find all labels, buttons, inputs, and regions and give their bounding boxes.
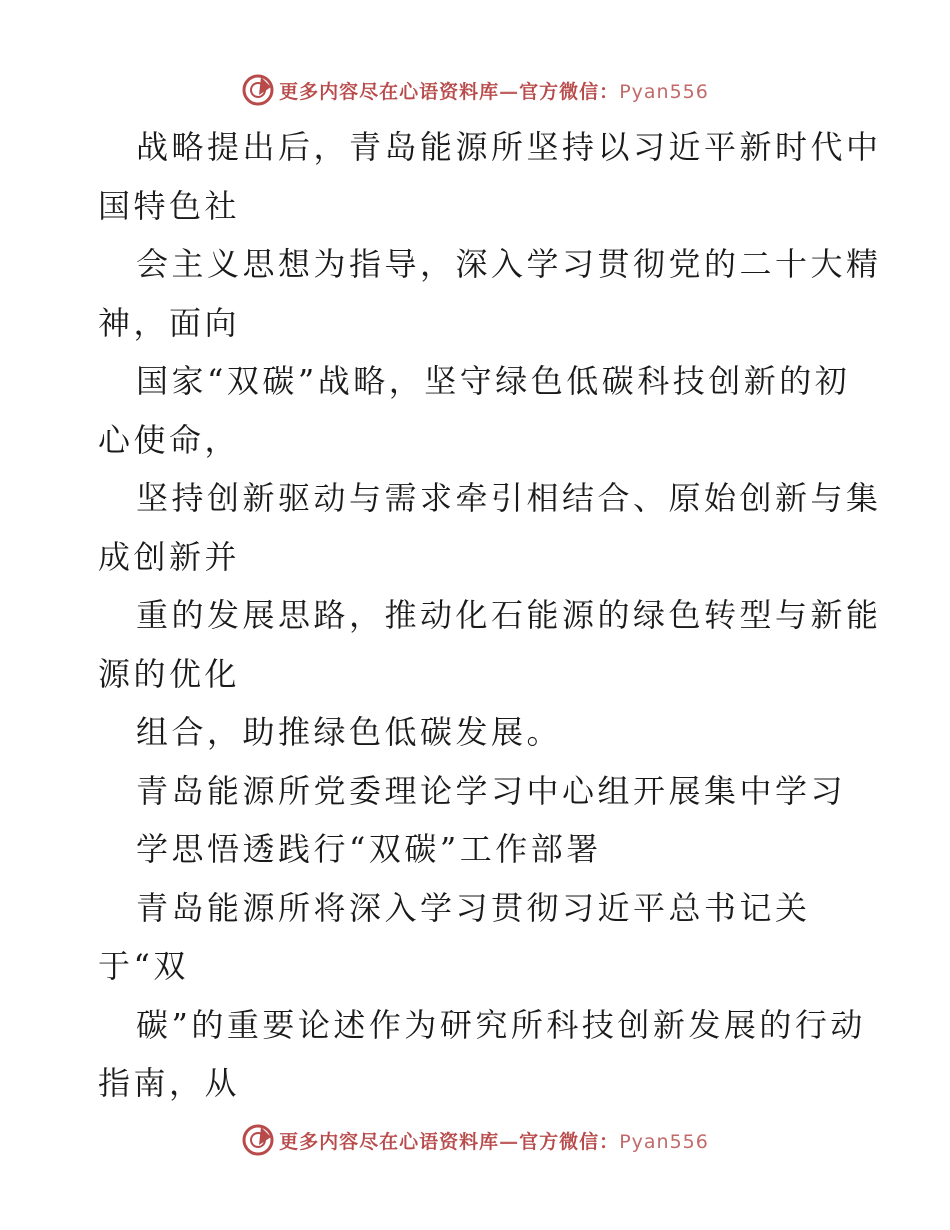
footer-wechat-id: Pyan556 <box>619 1130 709 1153</box>
text-line: 战略提出后，青岛能源所坚持以习近平新时代中 <box>136 128 882 166</box>
text-line: 会主义思想为指导，深入学习贯彻党的二十大精 <box>136 245 882 283</box>
footer-text <box>279 1127 709 1154</box>
header-banner <box>0 70 950 110</box>
text-line: 神，面向 <box>98 303 241 342</box>
logo-icon <box>241 1123 275 1157</box>
text-line: 指南，从 <box>98 1064 241 1102</box>
text-line: 学思悟透践行“双碳”工作部署 <box>136 830 602 868</box>
footer-wechat-label: 官方微信： <box>519 1130 620 1153</box>
text-line: 坚持创新驱动与需求牵引相结合、原始创新与集 <box>136 479 882 517</box>
text-line: 国家“双碳”战略，坚守绿色低碳科技创新的初 <box>136 362 851 400</box>
header-site-name: 更多内容尽在心语资料库 <box>279 80 500 103</box>
footer-site-name: 更多内容尽在心语资料库 <box>279 1130 500 1153</box>
document-body <box>98 118 882 1113</box>
header-wechat-label: 官方微信： <box>519 80 620 103</box>
footer-separator: — <box>499 1130 520 1153</box>
header-separator: — <box>499 80 520 103</box>
text-line: 青岛能源所将深入学习贯彻习近平总书记关 <box>136 888 811 927</box>
text-line: 青岛能源所党委理论学习中心组开展集中学习 <box>136 771 847 810</box>
text-line: 于“双 <box>98 947 189 985</box>
header-text <box>279 77 709 104</box>
text-line: 成创新并 <box>98 537 241 576</box>
text-line: 心使命， <box>98 420 241 459</box>
text-line: 组合，助推绿色低碳发展。 <box>136 713 563 751</box>
text-line: 国特色社 <box>98 186 241 225</box>
footer-banner <box>0 1120 950 1160</box>
header-wechat-id: Pyan556 <box>619 80 709 103</box>
text-line: 重的发展思路，推动化石能源的绿色转型与新能 <box>136 596 882 634</box>
text-line: 碳”的重要论述作为研究所科技创新发展的行动 <box>136 1005 866 1044</box>
text-line: 源的优化 <box>98 654 241 693</box>
logo-icon <box>241 73 275 107</box>
